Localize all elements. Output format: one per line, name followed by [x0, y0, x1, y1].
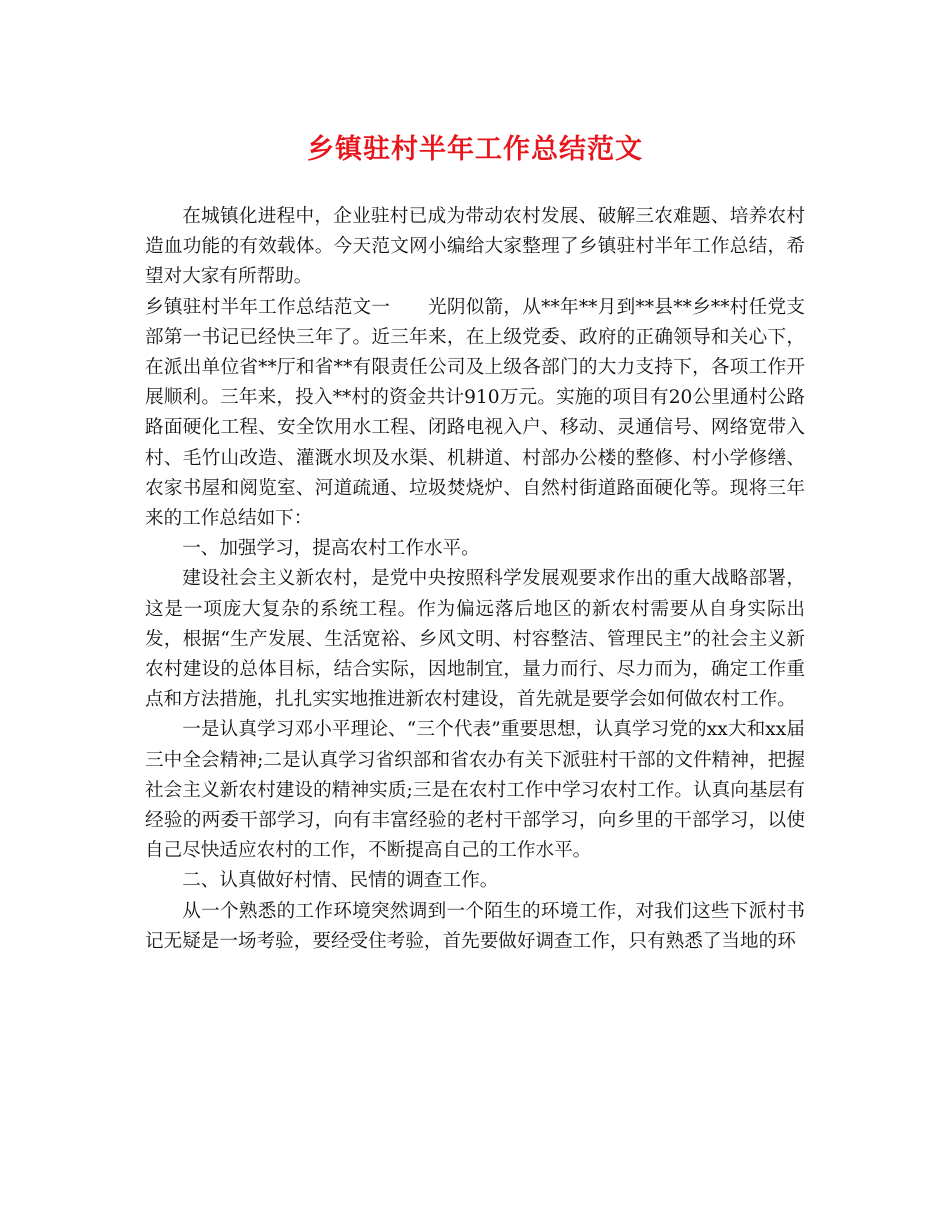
section-heading-one: 一、加强学习，提高农村工作水平。 [182, 538, 480, 560]
intro-paragraph: 在城镇化进程中，企业驻村已成为带动农村发展、破解三农难题、培养农村造血功能的有效载体。今天范文网小编给大家整理了乡镇驻村半年工作总结，希望对大家有所帮助。 [145, 206, 805, 288]
document-title: 乡镇驻村半年工作总结范文 [307, 134, 643, 165]
body-paragraph: 建设社会主义新农村，是党中央按照科学发展观要求作出的重大战略部署，这是一项庞大复杂的系统工程。作为偏远落后地区的新农村需要从自身实际出发，根据“生产发展、生活宽裕、乡风文明、村容整洁、管理民主”的社会主义新农村建设的总体目标，结合实际，因地制宜，量力而行、尽力而为，确定工作重点和方法措施，扎扎实实地推进新农村建设，首先就是要学会如何做农村工作。 [145, 568, 805, 711]
document-body [145, 202, 805, 957]
section-heading-two: 二、认真做好村情、民情的调查工作。 [182, 870, 499, 892]
body-paragraph: 从一个熟悉的工作环境突然调到一个陌生的环境工作，对我们这些下派村书记无疑是一场考验，要经受住考验，首先要做好调查工作，只有熟悉了当地的环 [145, 900, 805, 952]
body-paragraph: 一是认真学习邓小平理论、“三个代表”重要思想，认真学习党的xx大和xx届三中全会精神;二是认真学习省织部和省农办有关下派驻村干部的文件精神，把握社会主义新农村建设的精神实质;三是在农村工作中学习农村工作。认真向基层有经验的两委干部学习，向有丰富经验的老村干部学习，向乡里的干部学习，以使自己尽快适应农村的工作，不断提高自己的工作水平。 [145, 719, 805, 862]
article-one-opening-paragraph: 乡镇驻村半年工作总结范文一 光阴似箭，从**年**月到**县**乡**村任党支部第一书记已经快三年了。近三年来，在上级党委、政府的正确领导和关心下，在派出单位省**厅和省**有限责任公司及上级各部门的大力支持下，各项工作开展顺利。三年来，投入**村的资金共计910万元。实施的项目有20公里通村公路路面硬化工程、安全饮用水工程、闭路电视入户、移动、灵通信号、网络宽带入村、毛竹山改造、灌溉水坝及水渠、机耕道、村部办公楼的整修、村小学修缮、农家书屋和阅览室、河道疏通、垃圾焚烧炉、自然村街道路面硬化等。现将三年来的工作总结如下： [145, 296, 805, 530]
